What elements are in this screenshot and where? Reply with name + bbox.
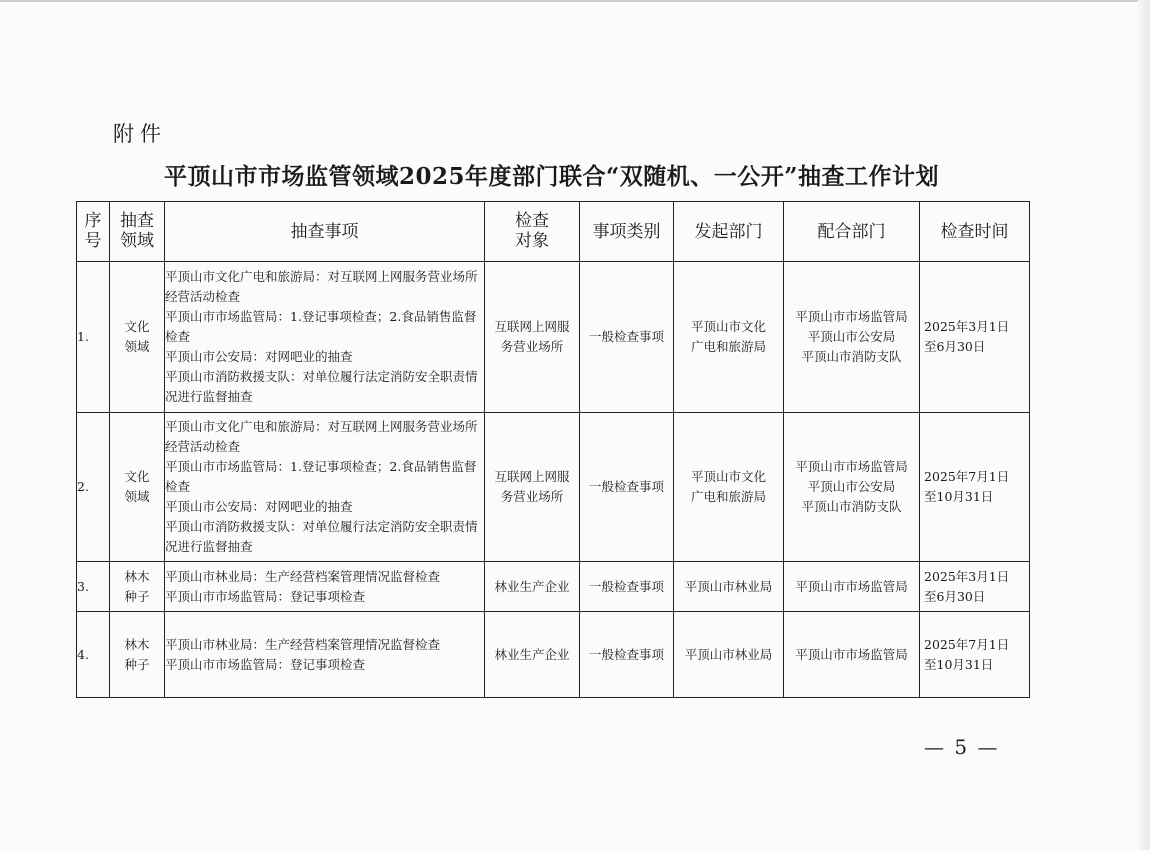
time-start: 2025年7月1日: [924, 636, 1010, 652]
row-target: 林业生产企业: [485, 562, 580, 612]
time-end: 至10月31日: [924, 656, 994, 672]
row-target: 互联网上网服务营业场所: [485, 262, 580, 413]
row-time: [920, 262, 1030, 413]
row-initiator: 平顶山市文化广电和旅游局: [674, 413, 784, 562]
row-category: 一般检查事项: [580, 413, 674, 562]
item-line: 平顶山市市场监管局：1.登记事项检查；2.食品销售监督检查: [165, 309, 477, 344]
row-cooperators: [784, 562, 920, 612]
time-start: 2025年7月1日: [924, 469, 1010, 484]
row-initiator: 平顶山市林业局: [674, 562, 784, 612]
row-category: 一般检查事项: [580, 612, 674, 698]
time-start: 2025年3月1日: [924, 568, 1010, 584]
inspection-plan-table: [76, 201, 1030, 698]
item-line: 平顶山市林业局：生产经营档案管理情况监督检查: [165, 568, 441, 584]
table-row: [77, 562, 1030, 612]
row-field: 林木种子: [110, 562, 165, 612]
cooperator: 平顶山市市场监管局: [795, 578, 908, 594]
header-seq: 序号: [77, 202, 110, 262]
row-seq: 2.: [77, 413, 110, 562]
row-items: [165, 562, 485, 612]
cooperator: 平顶山市公安局: [807, 479, 896, 494]
cooperator: 平顶山市公安局: [807, 329, 896, 344]
row-category: 一般检查事项: [580, 562, 674, 612]
time-end: 至10月31日: [924, 489, 994, 504]
item-line: 平顶山市市场监管局：登记事项检查: [165, 588, 366, 604]
row-category: 一般检查事项: [580, 262, 674, 413]
row-cooperators: [784, 612, 920, 698]
row-initiator: 平顶山市文化广电和旅游局: [674, 262, 784, 413]
time-end: 至6月30日: [924, 588, 986, 604]
table-header-row: [77, 202, 1030, 262]
row-cooperators: [784, 413, 920, 562]
scan-right-edge: [1138, 0, 1150, 850]
cooperator: 平顶山市市场监管局: [795, 459, 908, 474]
cooperator: 平顶山市市场监管局: [795, 646, 908, 662]
item-line: 平顶山市公安局：对网吧业的抽查: [165, 349, 353, 364]
item-line: 平顶山市林业局：生产经营档案管理情况监督检查: [165, 636, 441, 652]
row-target: 互联网上网服务营业场所: [485, 413, 580, 562]
row-initiator: 平顶山市林业局: [674, 612, 784, 698]
item-line: 平顶山市市场监管局：1.登记事项检查；2.食品销售监督检查: [165, 459, 477, 494]
scan-top-edge: [0, 0, 1150, 2]
item-line: 平顶山市文化广电和旅游局：对互联网上网服务营业场所经营活动检查: [165, 419, 478, 454]
row-seq: 4.: [77, 612, 110, 698]
time-start: 2025年3月1日: [924, 319, 1010, 334]
item-line: 平顶山市消防救援支队：对单位履行法定消防安全职责情况进行监督抽查: [165, 519, 478, 554]
row-items: [165, 413, 485, 562]
document-title: 平顶山市市场监管领域2025年度部门联合“双随机、一公开”抽查工作计划: [164, 163, 939, 190]
row-cooperators: [784, 262, 920, 413]
row-field: 文化领域: [110, 413, 165, 562]
header-field: 抽查领域: [110, 202, 165, 262]
header-cooperator: 配合部门: [784, 202, 920, 262]
row-time: [920, 413, 1030, 562]
cooperator: 平顶山市消防支队: [801, 349, 902, 364]
row-time: [920, 562, 1030, 612]
header-initiator: 发起部门: [674, 202, 784, 262]
table-row: [77, 612, 1030, 698]
row-items: [165, 612, 485, 698]
row-items: [165, 262, 485, 413]
header-category: 事项类别: [580, 202, 674, 262]
row-seq: 1.: [77, 262, 110, 413]
row-time: [920, 612, 1030, 698]
row-field: 林木种子: [110, 612, 165, 698]
cooperator: 平顶山市市场监管局: [795, 309, 908, 324]
item-line: 平顶山市市场监管局：登记事项检查: [165, 656, 366, 672]
attachment-label: 附件: [113, 122, 167, 146]
item-line: 平顶山市公安局：对网吧业的抽查: [165, 499, 353, 514]
item-line: 平顶山市消防救援支队：对单位履行法定消防安全职责情况进行监督抽查: [165, 369, 478, 404]
row-seq: 3.: [77, 562, 110, 612]
page-number: — 5 —: [924, 735, 1000, 759]
time-end: 至6月30日: [924, 339, 986, 354]
header-time: 检查时间: [920, 202, 1030, 262]
row-target: 林业生产企业: [485, 612, 580, 698]
cooperator: 平顶山市消防支队: [801, 499, 902, 514]
header-items: 抽查事项: [165, 202, 485, 262]
table-row: [77, 413, 1030, 562]
row-field: 文化领域: [110, 262, 165, 413]
item-line: 平顶山市文化广电和旅游局：对互联网上网服务营业场所经营活动检查: [165, 269, 478, 304]
table-row: [77, 262, 1030, 413]
header-target: 检查对象: [485, 202, 580, 262]
